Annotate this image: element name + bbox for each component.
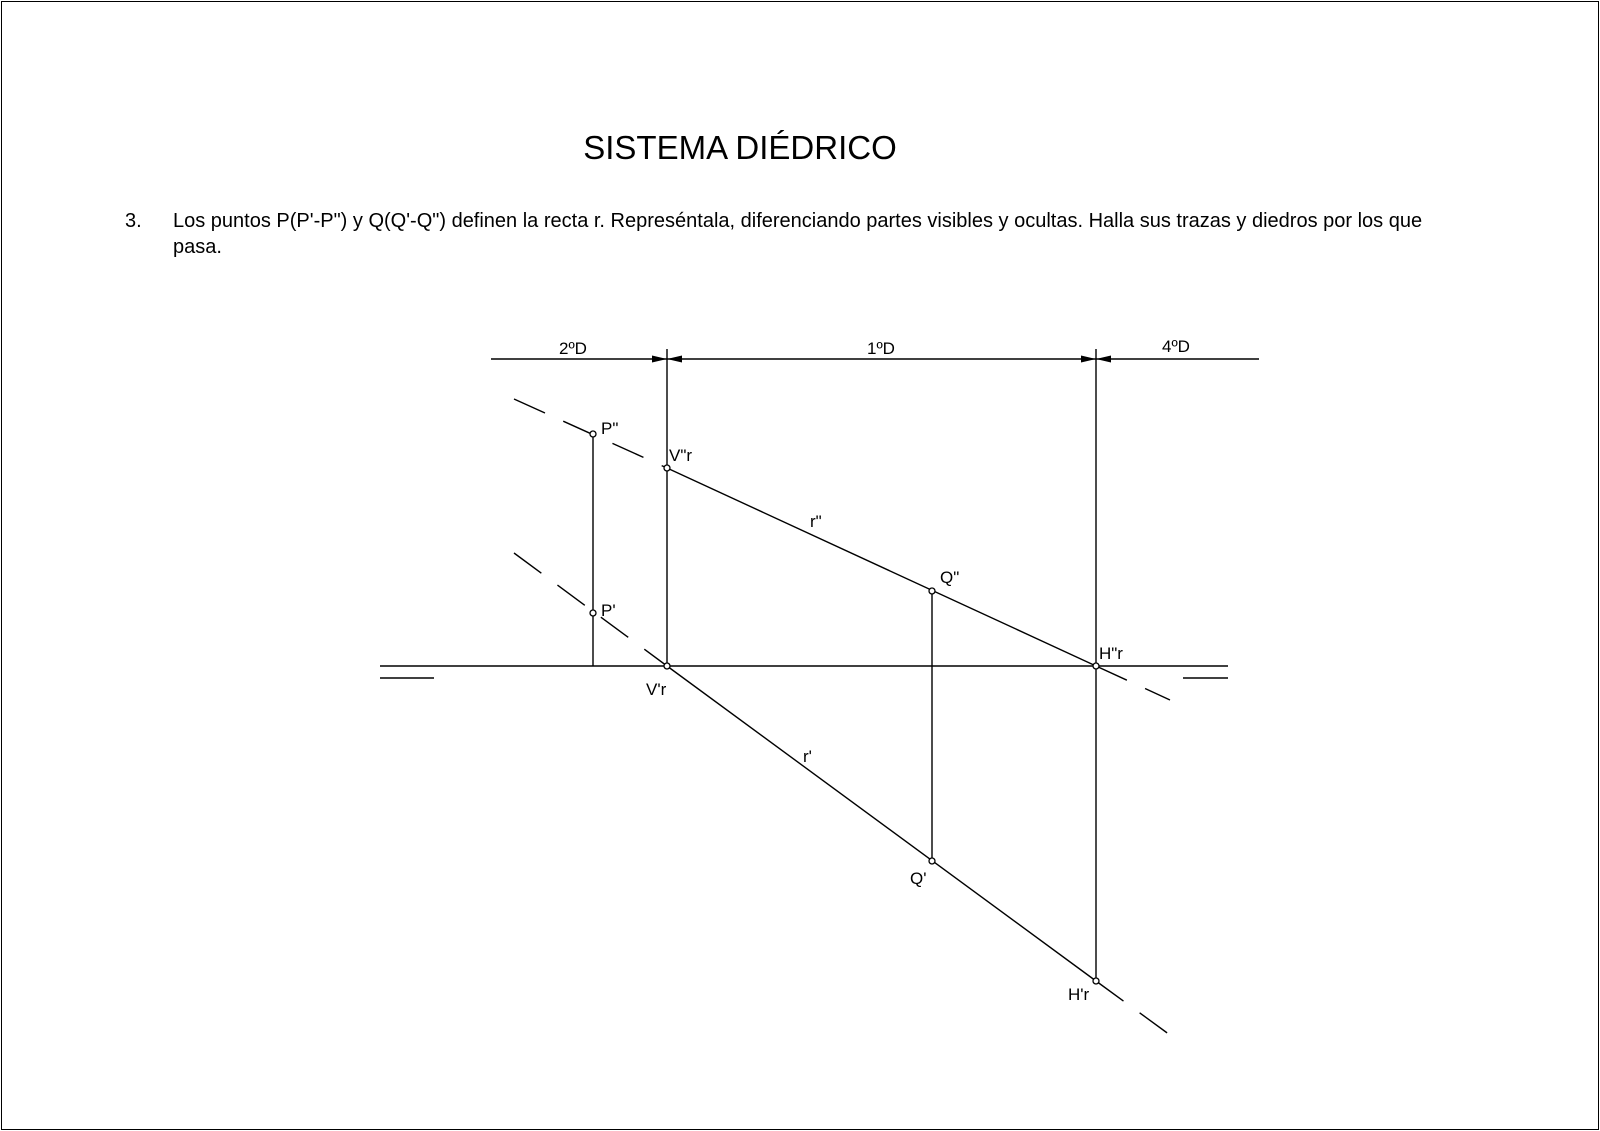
exercise-number: 3. xyxy=(125,210,142,232)
label-h-vertical: H"r xyxy=(1099,644,1123,663)
line-r-horizontal-projection xyxy=(514,553,1170,1035)
point-v-horizontal xyxy=(664,663,670,669)
page-title: SISTEMA DIÉDRICO xyxy=(583,129,897,166)
label-r-vertical: r" xyxy=(810,512,822,531)
line-r-vertical-projection xyxy=(514,399,1170,700)
label-v-vertical: V"r xyxy=(669,446,693,465)
arrow-right-inner xyxy=(667,356,682,363)
point-h-horizontal xyxy=(1093,978,1099,984)
r-vertical-hidden-right xyxy=(1096,666,1170,700)
r-horizontal-visible xyxy=(667,666,1096,981)
drawing-sheet xyxy=(1,1,1599,1130)
label-second-dihedral: 2ºD xyxy=(559,339,587,358)
dihedral-diagram xyxy=(2,2,1598,1129)
r-horizontal-hidden-right xyxy=(1096,981,1170,1035)
arrow-left-outer xyxy=(1081,356,1096,363)
label-p-horizontal: P' xyxy=(601,601,616,620)
r-horizontal-hidden-left xyxy=(514,553,667,666)
point-q-horizontal xyxy=(929,858,935,864)
label-q-horizontal: Q' xyxy=(910,869,927,888)
label-h-horizontal: H'r xyxy=(1068,985,1090,1004)
point-p-horizontal xyxy=(590,610,596,616)
label-first-dihedral: 1ºD xyxy=(867,339,895,358)
label-r-horizontal: r' xyxy=(803,747,812,766)
exercise-text: Los puntos P(P'-P") y Q(Q'-Q") definen la recta r. Represéntala, diferenciando partes visibles y ocultas. Halla sus trazas y diedros por los que pasa. xyxy=(173,210,1423,258)
label-q-vertical: Q" xyxy=(940,568,960,587)
point-q-vertical xyxy=(929,588,935,594)
arrow-left-inner xyxy=(652,356,667,363)
point-h-vertical xyxy=(1093,663,1099,669)
dihedral-dimension xyxy=(491,337,1259,363)
r-vertical-visible xyxy=(667,468,1096,666)
arrow-right-outer xyxy=(1096,356,1111,363)
point-p-vertical xyxy=(590,431,596,437)
label-v-horizontal: V'r xyxy=(646,680,667,699)
label-p-vertical: P" xyxy=(601,419,619,438)
point-v-vertical xyxy=(664,465,670,471)
label-fourth-dihedral: 4ºD xyxy=(1162,337,1190,356)
points xyxy=(590,419,1123,1004)
